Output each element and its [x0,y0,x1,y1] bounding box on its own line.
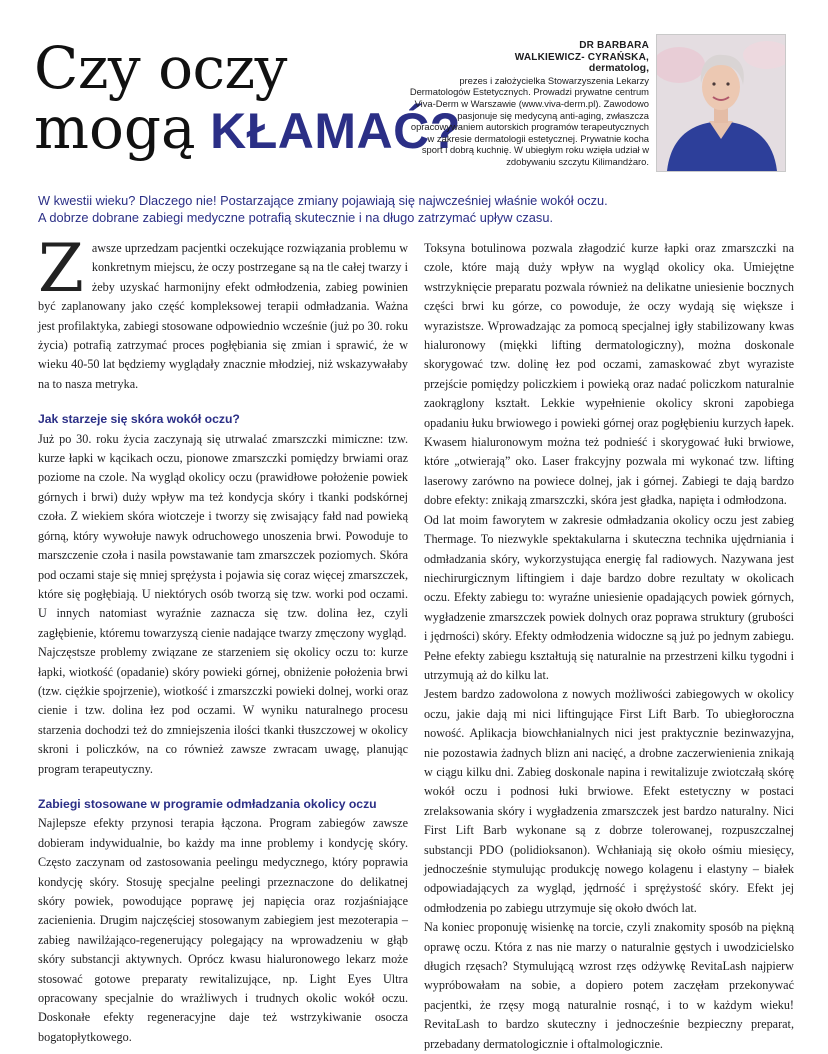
author-name-line2: WALKIEWICZ- CYRAŃSKA, [514,51,649,63]
author-name-line1: DR BARBARA [579,40,649,51]
author-role: dermatolog, [588,62,649,75]
author-bio [405,40,649,168]
paragraph-problems: Najczęstsze problemy związane ze starzeniem się okolicy oczu to: kurze łapki, wiotkość (opadanie) skóry powieki górnej, obniżenie położenia brwi (tzw. ciężkie spojrzenie), wiotkość i zmarszczki powieki dolnej, worki oraz cienie i tzw. dolina łez pod oczami. W wyniku naturalnego procesu starzenia dochodzi też do zmniejszenia ilości tkanki tłuszczowej w okolicy skroni i policzków, na co również zawsze zwracam uwagę, planując program terapeutyczny. [38,645,408,776]
paragraph-thermage: Od lat moim faworytem w zakresie odmładzania okolicy oczu jest zabieg Thermage. To niezwykle spektakularna i skuteczna technika ujędrniania i odmładzania skóry, wykorzystująca energię fal radiowych. Nazywana jest niechirurgicznym liftingiem i daje bardzo dobre rezultaty w okolicach oczu. Efekty zabiegu to: wyraźne uniesienie opadających powiek górnych, wygładzenie zmarszczek powiek dolnych oraz poprawa struktury (grubości i jędrności) skóry. Efekty odmłodzenia widoczne są już po jednym zabiegu. Pełne efekty zabiegu kształtują się naturalnie na przestrzeni kilku tygodni i utrzymują aż do kilku lat. [424,512,794,682]
title-word-moga: mogą [34,94,196,162]
paragraph-threads: Jestem bardzo zadowolona z nowych możliwości zabiegowych w okolicy oczu, jakie dają mi nici liftingujące First Lift Barb. To ubiegłoroczna nowość. Aplikacja biowchłanialnych nici jest praktycznie bezinwazyjna, nie pozostawia żadnych blizn ani nacięć, a drobne zaczerwienienia znikają w ciągu kilku dni. Zabieg doskonale napina i rewitalizuje zwiotczałą skórę wokół oczu i podnosi łuki brwiowe. Efekt estetyczny w postaci zrelaksowania skóry i wygładzenia zmarszczek jest bardzo naturalny. Nici First Lift Barb wykonane są z dobrze tolerowanej, rozpuszczalnej substancji PDO (polidioksanon). Wchłaniają się około ośmiu miesięcy, jednocześnie stymulując produkcję nowego kolagenu i elastyny – białek odpowiadających za wygląd, jędrność i sprężystość skóry. Efekt jej odmłodzenia po zabiegu utrzymuje się około dwóch lat. [424,687,794,915]
title-line-2 [34,94,461,162]
article-lead [38,192,798,226]
author-portrait-image [657,35,785,171]
paragraph-botox: Toksyna botulinowa pozwala złagodzić kurze łapki oraz zmarszczki na czole, które mają duży wpływ na wygląd okolicy oka. Umiejętne wstrzyknięcie preparatu pozwala również na delikatne uniesienie bocznych części brwi ku górze, co powoduje, że oczy wydają się większe i wyrazistsze. Wprowadzając za pomocą specjalnej igły stabilizowany kwas hialuronowy (miękki lifting dermatologiczny), można doskonale skorygować tzw. dolinę łez pod oczami, zamaskować zbyt wyraziste przejście pomiędzy policzkiem i powieką oraz nadać policzkom naturalnie zaokrąglony kształt. Lekkie wypełnienie okolicy skroni zapobiega opadaniu łuku brwiowego i powieki górnej oraz pogłębieniu kurzych łapek. Kwasem hialuronowym można też podnieść i skorygować łuki brwiowe, które „otwierają” oko. Laser frakcyjny pozwala mi wykonać tzw. lifting laserowy zarówno na powiece dolnej, jak i górnej. Zabiegi te dają bardzo dobre efekty: znikają zmarszczki, skóra jest gładka, napięta i odmłodzona. [424,241,794,508]
article-title [34,34,461,162]
column-left [38,230,408,1047]
paragraph-aging: Już po 30. roku życia zaczynają się utrwalać zmarszczki mimiczne: tzw. kurze łapki w kącikach oczu, pionowe zmarszczki pomiędzy brwiami oraz poziome na czole. Na wygląd okolicy oczu (prawidłowe położenie powiek górnych i brwi) duży wpływ ma też kondycja skóry i tkanki podskórnej czoła. Z wiekiem skóra wiotczeje i tworzy się zwisający fałd nad powieką górną, który wywołuje nawyk odruchowego unoszenia brwi. Powoduje to marszczenie czoła i nasila powstawanie tam zmarszczek poziomych. Skóra pod oczami staje się mniej sprężysta i pojawia się coraz więcej zmarszczek, które się pogłębiają. U niektórych osób tworzą się tzw. worki pod oczami. U innych natomiast wyraźnie zaznacza się tzw. dolina łez, czyli zagłębienie, któremu towarzyszą cienie nadające twarzy zmęczony wygląd. [38,431,408,640]
lead-line-2: A dobrze dobrane zabiegi medyczne potrafią skutecznie i na długo zatrzymać upływ czasu. [38,210,553,225]
intro-paragraph: awsze uprzedzam pacjentki oczekujące rozwiązania problemu w konkretnym miejscu, że oczy postrzegane są na tle całej twarzy i żeby uzyskać harmonijny efekt odmłodzenia, zabieg powinien być zaplanowany jako część kompleksowej terapii odmładzania. Ważna jest profilaktyka, zabiegi stosowane odpowiednio wcześnie (już po 30. roku życia) potrafią zatrzymać proces pogłębiania się zmian i sprawić, że w wieku 40-50 lat będziemy wyglądały znacznie młodziej, niż wskazywałaby na to nasza metryka. [38,241,408,391]
drop-cap: Z [38,230,84,307]
author-photo [656,34,786,172]
author-bio-text: prezes i założycielka Stowarzyszenia Lekarzy Dermatologów Estetycznych. Prowadzi prywatne centrum Viva-Derm w Warszawie (www.viva-derm.pl). Zawodowo pasjonuje się medycyną anti-aging, zwłaszcza opracowywaniem autorskich programów terapeutycznych w zakresie dermatologii estetycznej. Prywatnie kocha sport i dobrą kuchnię. W ubiegłym roku wzięła udział w zdobywaniu szczytu Kilimandżaro. [409,74,649,167]
title-word-klamac: KŁAMAĆ? [210,103,461,159]
column-right [424,239,794,1054]
section-heading-aging: Jak starzeje się skóra wokół oczu? [38,412,240,427]
paragraph-treatments: Najlepsze efekty przynosi terapia łączona. Program zabiegów zawsze dobieram indywidualnie, bo każdy ma inne problemy i kondycję skóry. Często zaczynam od zastosowania peelingu medycznego, który poprawia kondycję skóry. Stosuję specjalne peelingi przeznaczone do delikatnej skóry powiek, powodujące poprawę jej napięcia oraz rozjaśniające zacienienia. Drugim najczęściej stosowanym zabiegiem jest mezoterapia – zabieg nawilżająco-regenerujący polegający na wprowadzeniu w głąb skóry substancji aktywnych. Oprócz kwasu hialuronowego lekarz może stosować gotowe preparaty rewitalizujące, np. Light Eyes Ultra opracowany specjalnie do wrażliwych i trudnych okolic wokół oczu. Doskonałe efekty regeneracyjne daje też wstrzykiwanie osocza bogatopłytkowego. [38,816,408,1044]
lead-line-1: W kwestii wieku? Dlaczego nie! Postarzające zmiany pojawiają się najwcześniej właśnie wokół oczu. [38,193,608,208]
title-line-1: Czy oczy [34,34,287,102]
section-heading-treatments: Zabiegi stosowane w programie odmładzania okolicy oczu [38,796,377,811]
paragraph-lashes: Na koniec proponuję wisienkę na torcie, czyli znakomity sposób na piękną oprawę oczu. Która z nas nie marzy o naturalnie gęstych i uwodzicielsko długich rzęsach? Stymulującą wzrost rzęs odżywkę RevitaLash najpierw wypróbowałam na sobie, a dopiero potem zaczęłam przekonywać pacjentki, że rzęsy mogą naturalnie rosnąć, i to w każdym wieku! RevitaLash to bardzo skuteczny i jednocześnie bezpieczny preparat, przebadany dermatologicznie i oftalmologicznie. [424,920,794,1051]
